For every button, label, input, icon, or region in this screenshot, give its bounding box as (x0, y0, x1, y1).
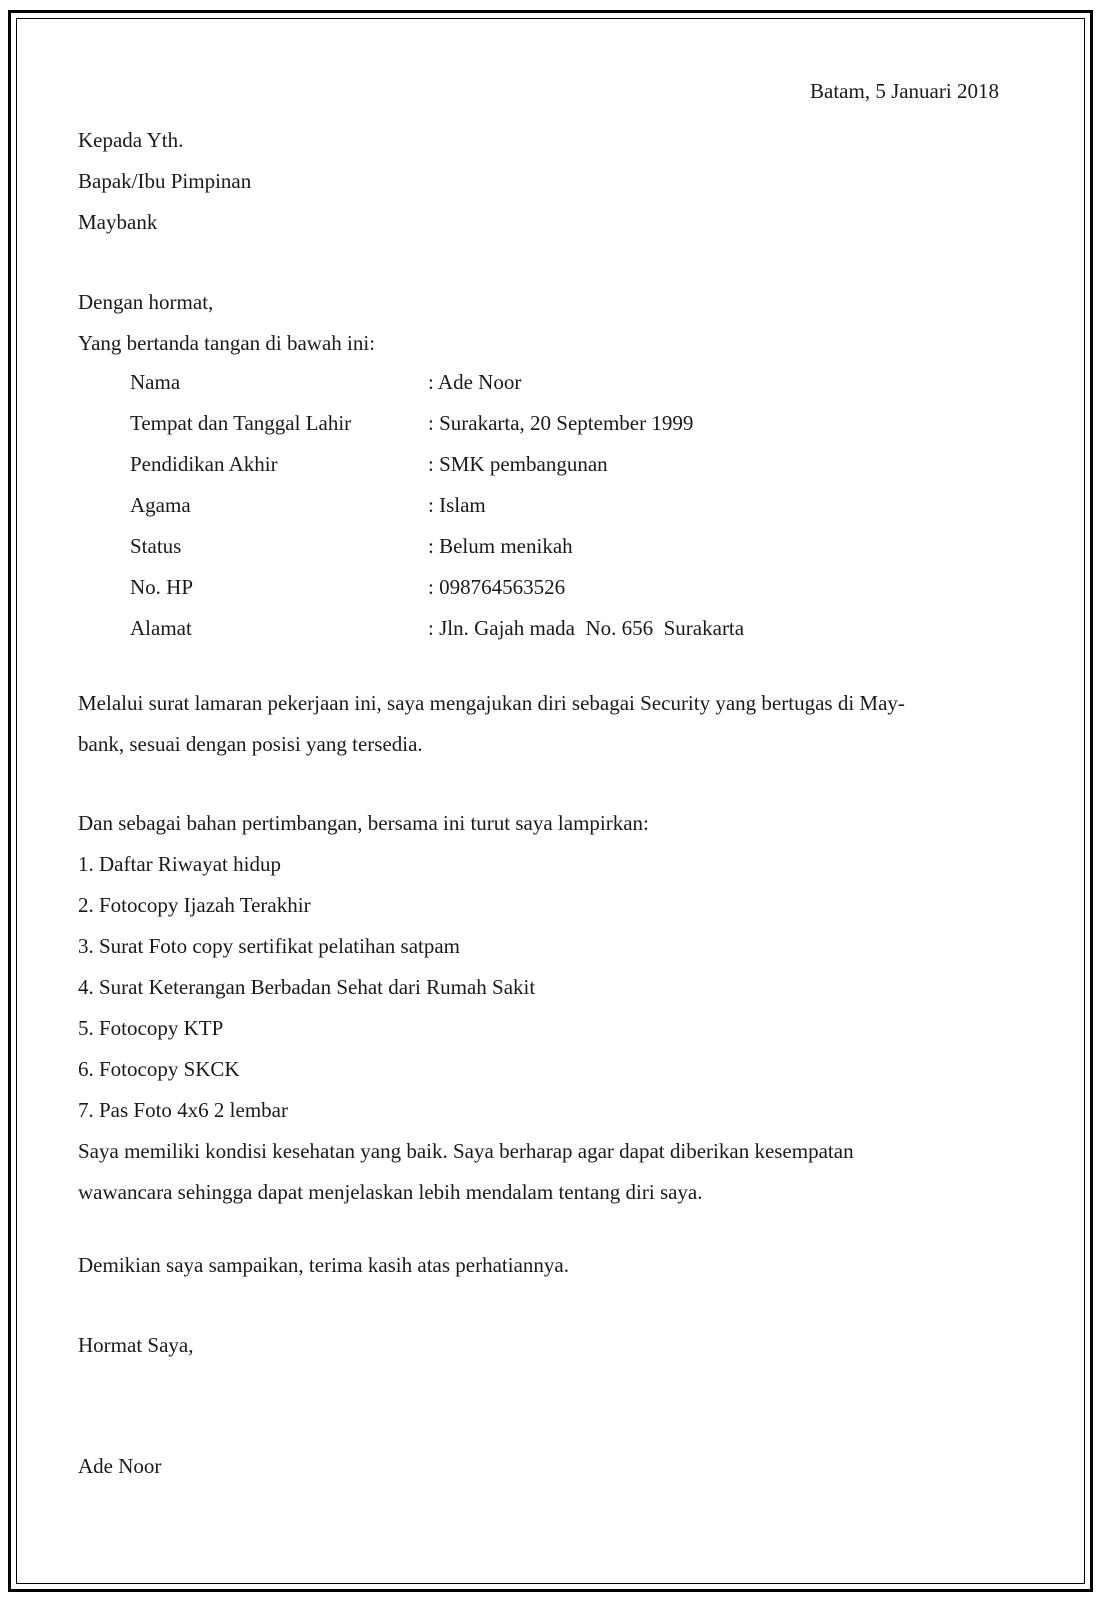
identity-value: : Surakarta, 20 September 1999 (428, 411, 694, 435)
identity-value: : Jln. Gajah mada No. 656 Surakarta (428, 616, 745, 640)
list-item: 4. Surat Keterangan Berbadan Sehat dari Rumah Sakit (78, 975, 536, 999)
identity-label: Agama (130, 493, 191, 517)
identity-label: Nama (130, 370, 181, 394)
recipient-block (78, 120, 251, 243)
list-item: 7. Pas Foto 4x6 2 lembar (78, 1098, 288, 1122)
recipient-line: Kepada Yth. (78, 128, 184, 152)
identity-label: No. HP (130, 575, 194, 599)
identity-row (130, 567, 744, 608)
intro-line: Yang bertanda tangan di bawah ini: (78, 331, 376, 355)
identity-value: : Belum menikah (428, 534, 573, 558)
signoff-line: Hormat Saya, (78, 1333, 194, 1357)
list-item: 1. Daftar Riwayat hidup (78, 852, 281, 876)
identity-row (130, 526, 744, 567)
attachments-intro: Dan sebagai bahan pertimbangan, bersama ini turut saya lampirkan: (78, 811, 649, 835)
signoff (78, 1325, 1022, 1366)
identity-value: : Ade Noor (428, 370, 522, 394)
identity-row (130, 485, 744, 526)
paragraph-line: bank, sesuai dengan posisi yang tersedia. (78, 732, 423, 756)
identity-row (130, 444, 744, 485)
closing-paragraph (78, 1245, 1022, 1286)
paragraph-line: Saya memiliki kondisi kesehatan yang baik. Saya berharap agar dapat diberikan kesempatan (78, 1139, 854, 1163)
list-item: 5. Fotocopy KTP (78, 1016, 224, 1040)
identity-value: : Islam (428, 493, 486, 517)
identity-row (130, 403, 744, 444)
list-item: 6. Fotocopy SKCK (78, 1057, 240, 1081)
application-paragraph (78, 683, 1022, 765)
attachments-section (78, 803, 1022, 1213)
identity-row (130, 608, 744, 649)
list-item: 3. Surat Foto copy sertifikat pelatihan satpam (78, 934, 460, 958)
recipient-line: Bapak/Ibu Pimpinan (78, 169, 252, 193)
identity-label: Alamat (130, 616, 192, 640)
identity-label: Tempat dan Tanggal Lahir (130, 411, 352, 435)
paragraph-line: wawancara sehingga dapat menjelaskan lebih mendalam tentang diri saya. (78, 1180, 703, 1204)
identity-label: Pendidikan Akhir (130, 452, 278, 476)
letter-date: Batam, 5 Januari 2018 (810, 79, 999, 103)
identity-value: : 098764563526 (428, 575, 566, 599)
signature (78, 1446, 1022, 1487)
greeting: Dengan hormat, (78, 290, 214, 314)
recipient-line: Maybank (78, 210, 158, 234)
paragraph-line: Melalui surat lamaran pekerjaan ini, saya mengajukan diri sebagai Security yang bertugas di May- (78, 691, 905, 715)
identity-row (130, 362, 744, 403)
identity-label: Status (130, 534, 182, 558)
signature-name: Ade Noor (78, 1454, 162, 1478)
greeting-block (78, 282, 375, 364)
closing-line: Demikian saya sampaikan, terima kasih atas perhatiannya. (78, 1253, 569, 1277)
identity-table (130, 362, 744, 649)
identity-value: : SMK pembangunan (428, 452, 608, 476)
list-item: 2. Fotocopy Ijazah Terakhir (78, 893, 311, 917)
